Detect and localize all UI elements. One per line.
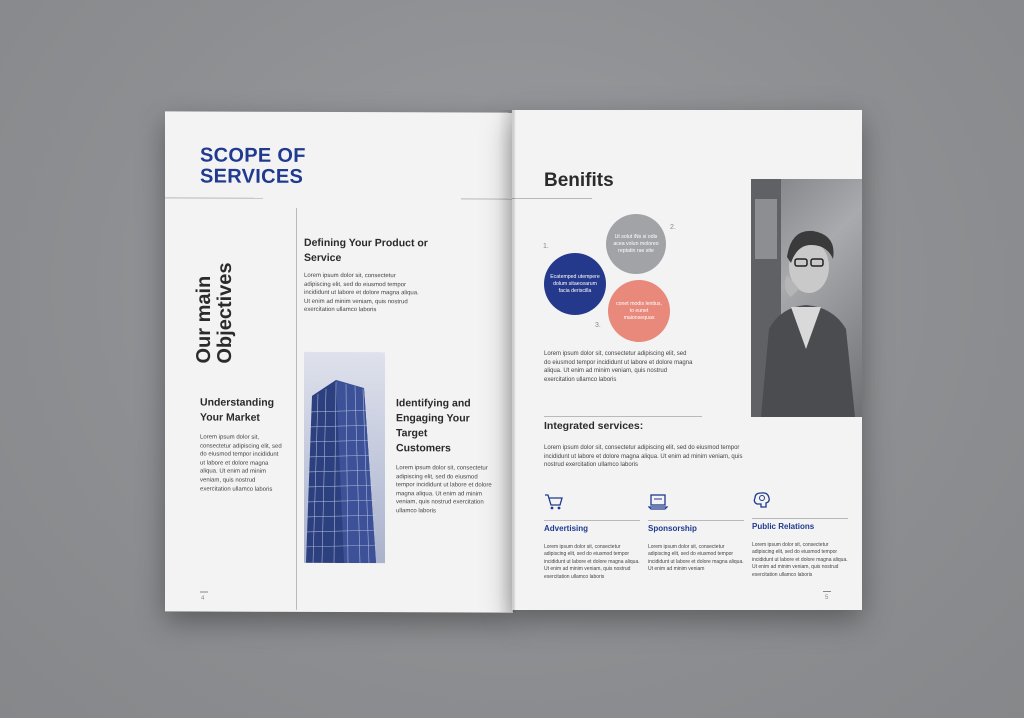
footer-mark bbox=[823, 591, 831, 592]
circle-text: conet modis lentius, to eunet maionsequas bbox=[616, 300, 662, 321]
section-heading: Defining Your Product or Service bbox=[304, 236, 428, 265]
section-body: Lorem ipsum dolor sit, consectetur adipiscing elit, sed do eiusmod tempor incididunt ut labore et dolore magna aliqua. Ut enim ad minim veniam, quis nostrud exercitation ullamco laboris bbox=[200, 434, 282, 493]
integrated-body: Lorem ipsum dolor sit, consectetur adipiscing elit, sed do eiusmod tempor incididunt ut labore et dolore magna aliqua. Ut enim ad minim veniam, quis nostrud exercitation ullamco laboris bbox=[544, 445, 743, 469]
benefits-title: Benifits bbox=[544, 170, 614, 191]
benefit-circle-3 bbox=[608, 280, 670, 342]
service-title: Sponsorship bbox=[648, 524, 697, 533]
section-heading: Understanding Your Market bbox=[200, 396, 275, 424]
service-body: Lorem ipsum dolor sit, consectetur adipiscing elit, sed do eiusmod tempor incididunt ut labore et dolore magna aliqua. Ut enim ad minim veniam bbox=[648, 544, 744, 573]
vertical-title: Our main Objectives bbox=[193, 262, 236, 364]
service-advertising bbox=[544, 492, 640, 580]
portrait-photo bbox=[751, 179, 862, 417]
circle-text: Ut solut iNs si odis acea volun moloreo reptatin rae site bbox=[613, 233, 659, 254]
service-title: Public Relations bbox=[752, 522, 815, 531]
right-page bbox=[512, 110, 862, 610]
section-understanding bbox=[200, 396, 290, 494]
title-line-2: SERVICES bbox=[200, 165, 304, 188]
page-title bbox=[200, 146, 306, 188]
circle-number-2: 2. bbox=[670, 224, 676, 231]
service-rule bbox=[544, 520, 640, 521]
footer-mark bbox=[200, 592, 208, 593]
benefits-body: Lorem ipsum dolor sit, consectetur adipiscing elit, sed do eiusmod tempor incididunt ut labore et dolore magna aliqua. Ut enim ad minim veniam, quis nostrud exercitation ullamco laboris bbox=[544, 351, 693, 383]
laptop-icon bbox=[648, 492, 668, 512]
building-icon bbox=[304, 352, 385, 563]
title-line-1: SCOPE OF bbox=[200, 144, 306, 167]
service-rule bbox=[752, 518, 848, 519]
shopping-cart-icon bbox=[544, 492, 564, 512]
service-title: Advertising bbox=[544, 524, 589, 533]
circle-number-3: 3. bbox=[595, 322, 601, 329]
column-divider bbox=[296, 208, 297, 610]
page-number: 5 bbox=[825, 595, 829, 601]
left-page bbox=[165, 111, 513, 612]
benefit-circle-2 bbox=[606, 214, 666, 274]
circle-text: Ecatemped utempere dolum sitaecearum facia deriscilla bbox=[550, 273, 600, 294]
service-public-relations bbox=[752, 490, 848, 578]
service-body: Lorem ipsum dolor sit, consectetur adipiscing elit, sed do eiusmod tempor incididunt ut labore et dolore magna aliqua. Ut enim ad minim veniam, quis nostrud exercitation ullamco laboris bbox=[544, 544, 640, 580]
brain-icon bbox=[752, 490, 772, 510]
building-photo bbox=[304, 352, 385, 563]
integrated-heading: Integrated services: bbox=[544, 420, 644, 432]
title-divider bbox=[165, 197, 263, 198]
circle-number-1: 1. bbox=[543, 243, 549, 250]
person-icon bbox=[751, 179, 862, 417]
section-identifying bbox=[396, 396, 496, 516]
service-sponsorship bbox=[648, 492, 744, 573]
section-defining bbox=[304, 236, 434, 315]
section-body: Lorem ipsum dolor sit, consectetur adipiscing elit, sed do eiusmod tempor incididunt ut labore et dolore magna aliqua. Ut enim ad minim veniam, quis nostrud exercitation ullamco laboris bbox=[304, 272, 419, 314]
service-rule bbox=[648, 520, 744, 521]
section-heading: Identifying and Engaging Your Target Customers bbox=[396, 397, 471, 455]
section-body: Lorem ipsum dolor sit, consectetur adipiscing elit, sed do eiusmod tempor incididunt ut labore et dolore magna aliqua. Ut enim ad minim veniam, quis nostrud exercitation ullamco laboris bbox=[396, 465, 492, 515]
spine-shadow bbox=[498, 110, 528, 612]
benefit-circle-1 bbox=[544, 253, 606, 315]
page-number: 4 bbox=[201, 595, 205, 602]
integrated-rule bbox=[544, 416, 702, 417]
service-body: Lorem ipsum dolor sit, consectetur adipiscing elit, sed do eiusmod tempor incididunt ut labore et dolore magna aliqua. Ut enim ad minim veniam, quis nostrud exercitation ullamco laboris bbox=[752, 542, 848, 578]
